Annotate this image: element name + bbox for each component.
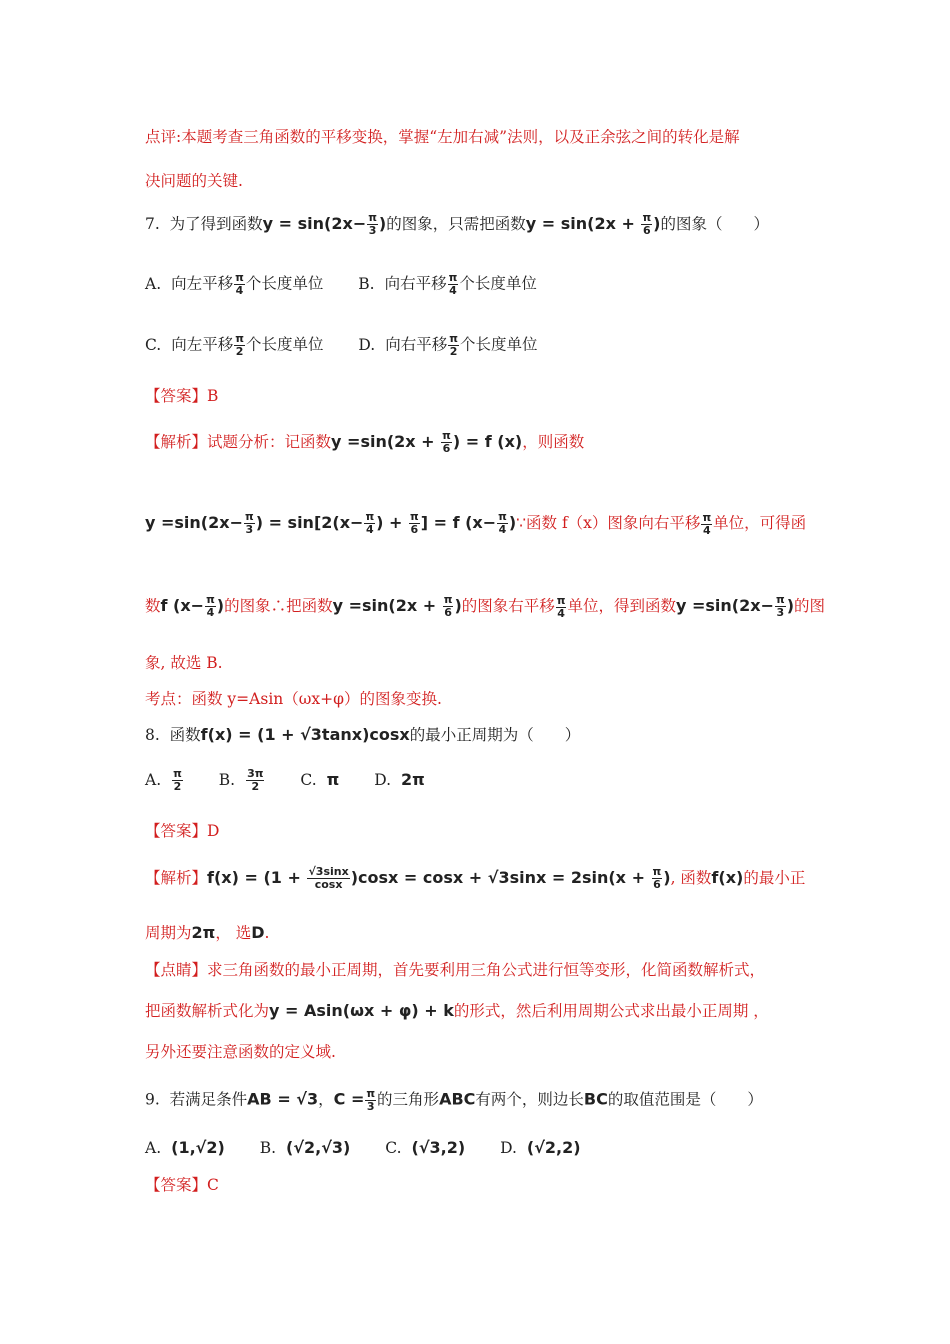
q7-analysis-2: y =sin(2x− $\frac{\pi}{3}$ ) = sin[2(x− $\frac{\pi}{4}$ ) + $\frac{\pi}{6}$ ] = f (x− $\frac{\pi}{4}$ )∵函数 f（x）图象向右平移 $\frac{\pi}{4}$ 单位，可得函: [145, 510, 807, 537]
q8-tip-2: 把函数解析式化为y = Asin(ωx + φ) + k的形式，然后利用周期公式求出最小正周期 ，: [145, 1001, 769, 1020]
q9-option-d[interactable]: D. (√2,2): [500, 1138, 581, 1157]
q7-analysis-1: 【解析】试题分析：记函数y =sin(2x + $\frac{\pi}{6}$ ) = f (x)，则函数: [145, 429, 585, 455]
q7-stem: 7. 为了得到函数y = sin(2x− $\frac{\pi}{3}$ )的图象，只需把函数y = sin(2x + $\frac{\pi}{6}$ )的图象（ ）: [145, 211, 769, 237]
q7-option-a[interactable]: A. 向左平移 $\frac{\pi}{4}$ 个长度单位: [145, 271, 324, 297]
q8-tip-1: 【点睛】求三角函数的最小正周期，首先要利用三角公式进行恒等变形，化简函数解析式，: [145, 961, 766, 979]
q7-analysis-4: 象, 故选 B.: [145, 654, 223, 672]
q7-option-c[interactable]: C. 向左平移 $\frac{\pi}{2}$ 个长度单位: [145, 332, 324, 358]
q8-stem: 8. 函数f(x) = (1 + √3tanx)cosx的最小正周期为（ ）: [145, 725, 581, 744]
q7-answer: 【答案】B: [145, 387, 219, 405]
comment-line-1: 点评:本题考查三角函数的平移变换，掌握“左加右减”法则，以及正余弦之间的转化是解: [145, 128, 740, 146]
q7-option-b[interactable]: B. 向右平移 $\frac{\pi}{4}$ 个长度单位: [358, 271, 537, 297]
q9-option-b[interactable]: B. (√2,√3): [259, 1138, 351, 1157]
q7-options-ab: [145, 272, 567, 297]
q8-analysis-2: 周期为2π， 选D.: [145, 923, 270, 942]
comment-line-2: 决问题的关键.: [145, 172, 243, 190]
q8-answer: 【答案】D: [145, 822, 220, 840]
q7-analysis-3: 数f (x− $\frac{\pi}{4}$ )的图象∴把函数y =sin(2x + $\frac{\pi}{6}$ )的图象右平移 $\frac{\pi}{4}$ 单位，得到函数y =sin(2x− $\frac{\pi}{3}$ )的图: [145, 593, 826, 620]
q8-option-d[interactable]: D. 2π: [374, 769, 425, 789]
q9-stem: 9. 若满足条件AB = √3，C = $\frac{\pi}{3}$ 的三角形ABC有两个，则边长BC的取值范围是（ ）: [145, 1087, 763, 1113]
q8-options: [145, 768, 455, 793]
q7-options-cd: [145, 333, 567, 358]
q8-analysis-1: 【解析】f(x) = (1 + $\frac{√3\sin x}{\cos x}$ )cosx = cosx + √3sinx = 2sin(x + $\frac{\pi}{6}$ ), 函数f(x)的最小正: [145, 865, 806, 891]
q8-tip-3: 另外还要注意函数的定义域.: [145, 1043, 336, 1061]
q7-option-d[interactable]: D. 向右平移 $\frac{\pi}{2}$ 个长度单位: [358, 332, 538, 358]
q8-option-b[interactable]: B. $\frac{3\pi}{2}$: [218, 767, 264, 793]
q8-option-a[interactable]: A. $\frac{\pi}{2}$: [145, 767, 182, 793]
q8-option-c[interactable]: C. π: [300, 769, 340, 789]
q9-option-c[interactable]: C. (√3,2): [385, 1138, 466, 1157]
q7-kaodian: 考点：函数 y=Asin（ωx+φ）的图象变换.: [145, 690, 442, 708]
q9-answer: 【答案】C: [145, 1176, 219, 1194]
q9-option-a[interactable]: A. (1,√2): [145, 1138, 225, 1157]
q9-options: [145, 1137, 611, 1159]
